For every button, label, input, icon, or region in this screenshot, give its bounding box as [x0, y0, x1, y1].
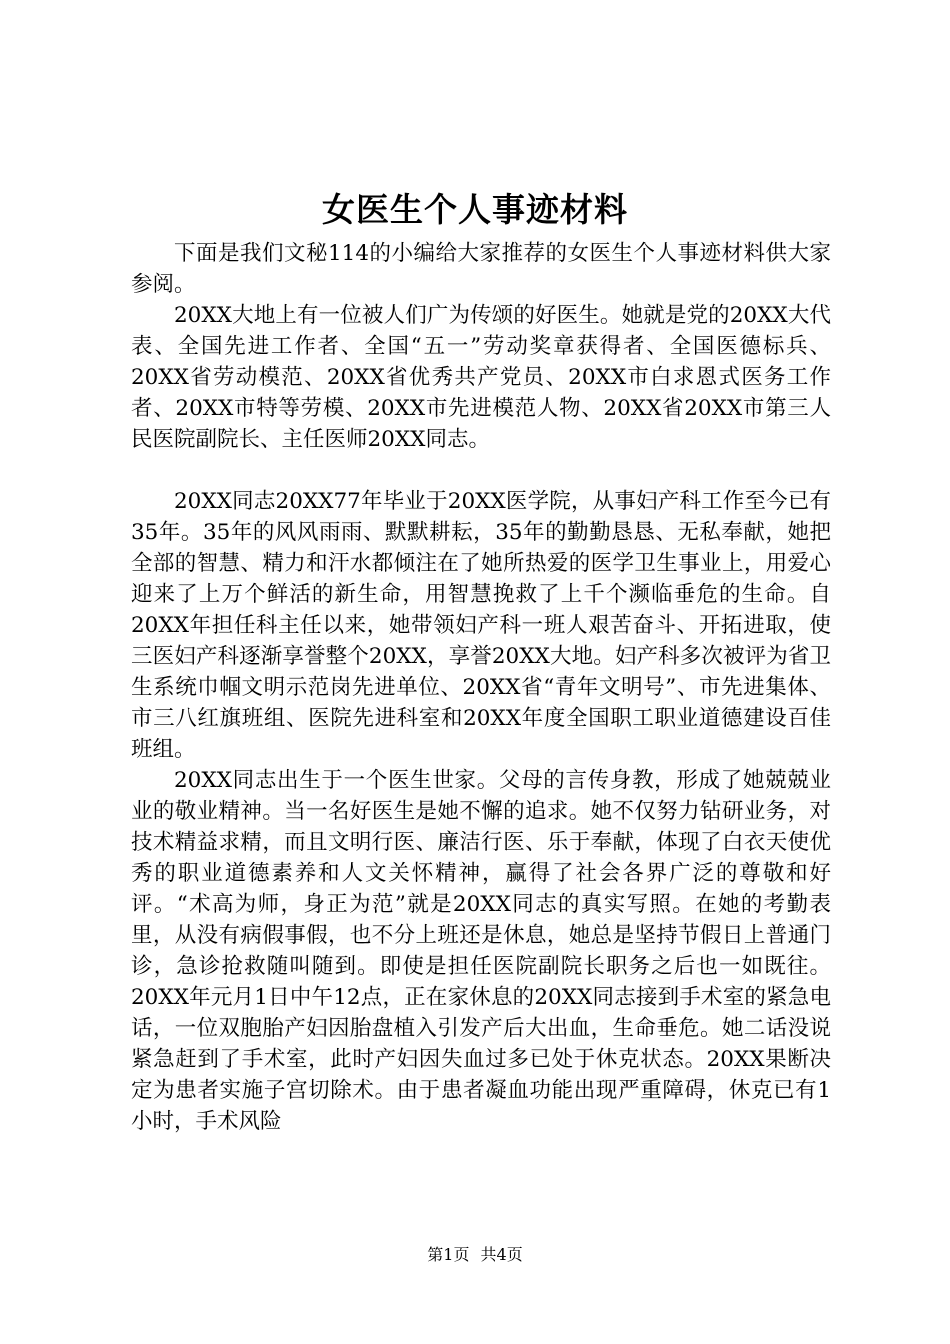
page-footer: [0, 1244, 950, 1266]
page-total: 共4页: [480, 1245, 523, 1264]
document-body: [131, 238, 831, 1137]
paragraph-spacer: [131, 455, 831, 486]
document-title: 女医生个人事迹材料: [322, 190, 628, 229]
page-number: 第1页: [427, 1245, 470, 1264]
paragraph-family: 20XX同志出生于一个医生世家。父母的言传身教，形成了她兢兢业业的敬业精神。当一名好医生是她不懈的追求。她不仅努力钻研业务，对技术精益求精，而且文明行医、廉洁行医、乐于奉献，体现了白衣天使优秀的职业道德素养和人文关怀精神，赢得了社会各界广泛的尊敬和好评。“术高为师，身正为范”就是20XX同志的真实写照。在她的考勤表里，从没有病假事假，也不分上班还是休息，她总是坚持节假日上普通门诊，急诊抢救随叫随到。即使是担任医院副院长职务之后也一如既往。20XX年元月1日中午12点，正在家休息的20XX同志接到手术室的紧急电话，一位双胞胎产妇因胎盘植入引发产后大出血，生命垂危。她二话没说紧急赶到了手术室，此时产妇因失血过多已处于休克状态。20XX果断决定为患者实施子宫切除术。由于患者凝血功能出现严重障碍，休克已有1小时，手术风险: [131, 768, 831, 1134]
paragraph-intro: 下面是我们文秘114的小编给大家推荐的女医生个人事迹材料供大家参阅。: [131, 241, 831, 297]
paragraph-honors: 20XX大地上有一位被人们广为传颂的好医生。她就是党的20XX大代表、全国先进工作者、全国“五一”劳动奖章获得者、全国医德标兵、20XX省劳动模范、20XX省优秀共产党员、20XX市白求恩式医务工作者、20XX市特等劳模、20XX市先进模范人物、20XX省20XX市第三人民医院副院长、主任医师20XX同志。: [131, 303, 831, 452]
paragraph-career: 20XX同志20XX77年毕业于20XX医学院，从事妇产科工作至今已有35年。35年的风风雨雨、默默耕耘，35年的勤勤恳恳、无私奉献，她把全部的智慧、精力和汗水都倾注在了她所热爱的医学卫生事业上，用爱心迎来了上万个鲜活的新生命，用智慧挽救了上千个濒临垂危的生命。自20XX年担任科主任以来，她带领妇产科一班人艰苦奋斗、开拓进取，使三医妇产科逐渐享誉整个20XX，享誉20XX大地。妇产科多次被评为省卫生系统巾帼文明示范岗先进单位、20XX省“青年文明号”、市先进集体、市三八红旗班组、医院先进科室和20XX年度全国职工职业道德建设百佳班组。: [131, 489, 831, 762]
